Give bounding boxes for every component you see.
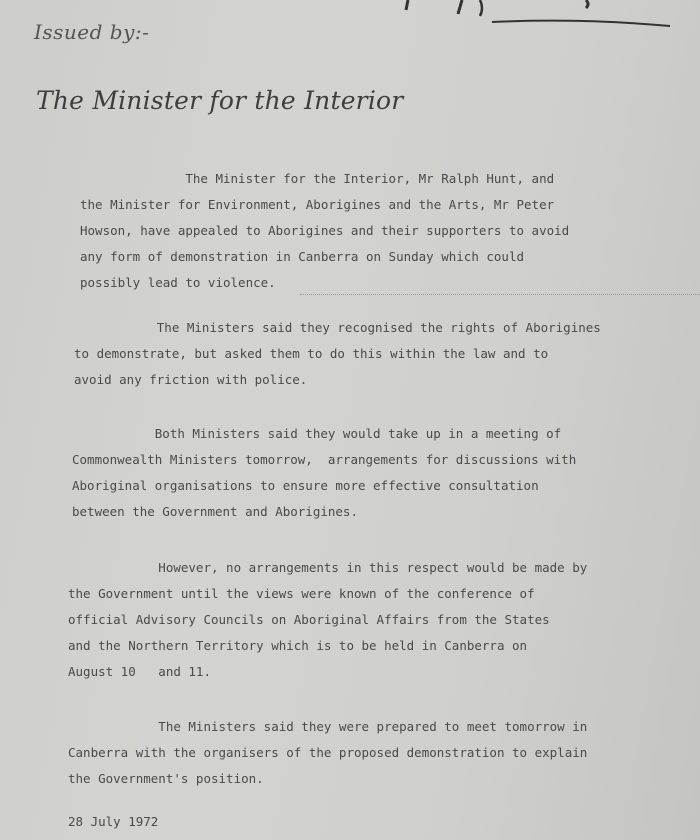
paragraph-line: official Advisory Councils on Aboriginal Affairs from the States <box>68 612 550 627</box>
paragraph-4 <box>68 555 587 685</box>
paragraph-line: avoid any friction with police. <box>74 372 308 387</box>
paragraph-line: to demonstrate, but asked them to do this within the law and to <box>74 346 549 361</box>
paragraph-line: Commonwealth Ministers tomorrow, arrangements for discussions with <box>72 452 577 467</box>
paragraph-5 <box>68 714 587 792</box>
paragraph-line: possibly lead to violence. <box>80 275 276 290</box>
paragraph-3 <box>72 421 576 525</box>
paragraph-line: the Minister for Environment, Aborigines and the Arts, Mr Peter <box>80 197 555 212</box>
paragraph-line: Canberra with the organisers of the proposed demonstration to explain <box>68 745 588 760</box>
paragraph-line: The Ministers said they were prepared to meet tomorrow in <box>68 719 588 734</box>
paragraph-line: The Ministers said they recognised the rights of Aborigines <box>74 320 601 335</box>
paragraph-line: Howson, have appealed to Aborigines and their supporters to avoid <box>80 223 570 238</box>
paragraph-line: the Government's position. <box>68 771 264 786</box>
paragraph-line: Both Ministers said they would take up in a meeting of <box>72 426 562 441</box>
page-title: The Minister for the Interior <box>36 86 404 115</box>
paragraph-1 <box>80 166 569 296</box>
paragraph-line: and the Northern Territory which is to be held in Canberra on <box>68 638 528 653</box>
issued-by-label: Issued by:- <box>34 20 150 44</box>
paragraph-line: However, no arrangements in this respect would be made by <box>68 560 588 575</box>
paragraph-line: between the Government and Aborigines. <box>72 504 358 519</box>
paragraph-line: August 10 and 11. <box>68 664 211 679</box>
paragraph-2 <box>74 315 601 393</box>
paragraph-line: any form of demonstration in Canberra on Sunday which could <box>80 249 525 264</box>
paragraph-line: The Minister for the Interior, Mr Ralph Hunt, and <box>80 171 555 186</box>
paragraph-line: the Government until the views were known of the conference of <box>68 586 535 601</box>
paragraph-line: Aboriginal organisations to ensure more effective consultation <box>72 478 539 493</box>
release-date: 28 July 1972 <box>68 814 159 829</box>
handwritten-marks <box>400 0 700 30</box>
